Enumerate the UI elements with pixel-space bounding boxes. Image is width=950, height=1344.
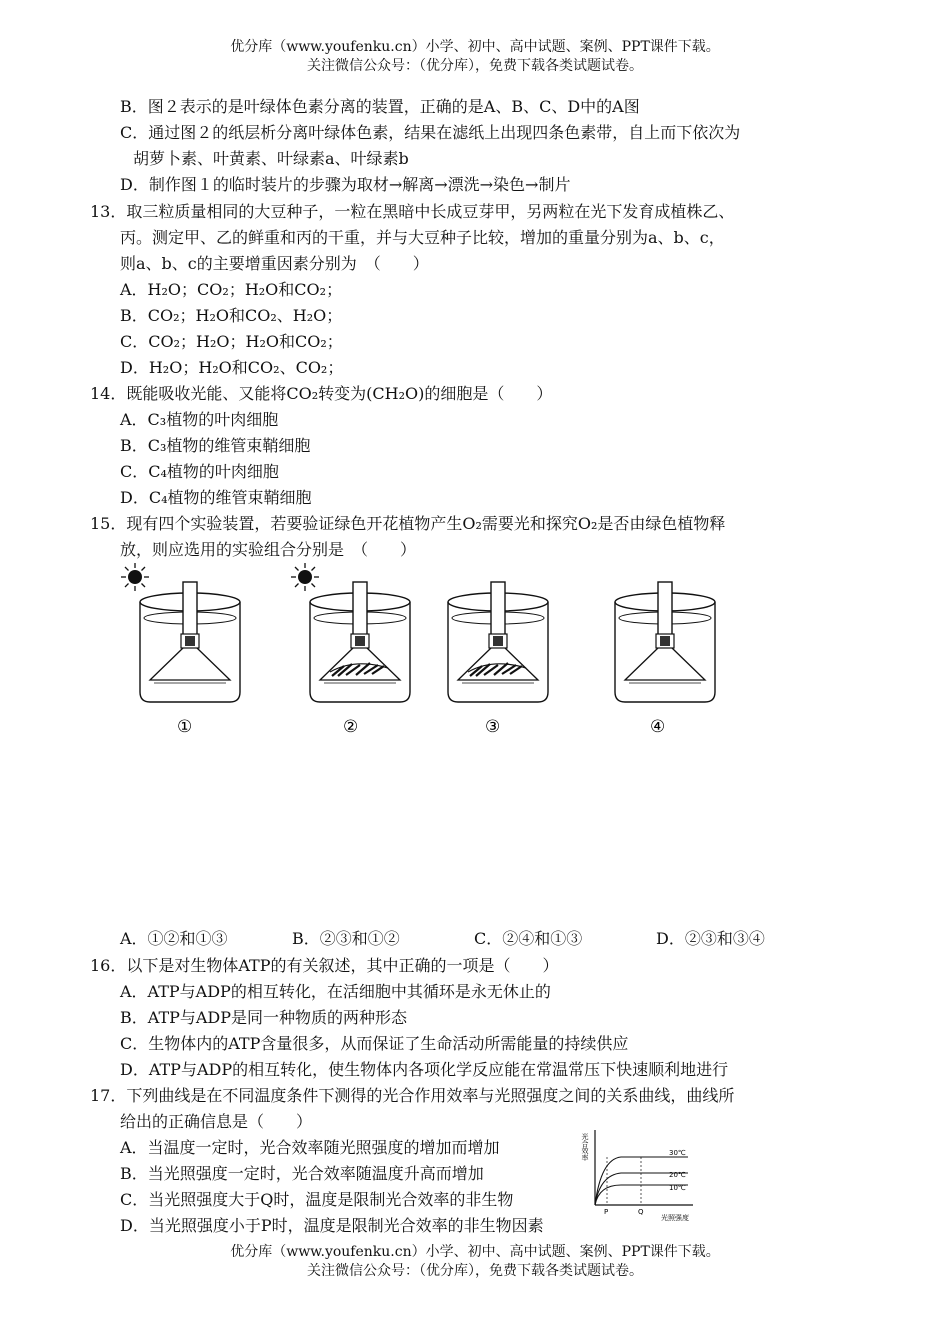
q12-option-c-line2: 胡萝卜素、叶黄素、叶绿素a、叶绿素b (133, 149, 409, 168)
q13-stem-line3: 则a、b、c的主要增重因素分别为 （ ） (120, 254, 429, 273)
apparatus-label-3: ③ (485, 717, 501, 737)
q13-stem-line2: 丙。测定甲、乙的鲜重和丙的干重，并与大豆种子比较，增加的重量分别为a、b、c， (120, 228, 725, 247)
apparatus-1 (140, 582, 240, 702)
footer-line-2: 关注微信公众号：（优分库），免费下载各类试题试卷。 (307, 1263, 643, 1279)
q14-option-c: C．C₄植物的叶肉细胞 (120, 462, 279, 481)
q17-stem-line2: 给出的正确信息是（ ） (120, 1112, 313, 1131)
label-10c: 10℃ (669, 1184, 686, 1192)
q16-option-a: A．ATP与ADP的相互转化，在活细胞中其循环是永无休止的 (120, 982, 551, 1001)
sun-icon (291, 563, 319, 591)
header-line-1: 优分库（www.youfenku.cn）小学、初中、高中试题、案例、PPT课件下载。 (230, 39, 720, 55)
q15-option-a: A．①②和①③ (120, 929, 228, 948)
label-q: Q (638, 1208, 644, 1216)
q17-option-b: B．当光照强度一定时，光合效率随温度升高而增加 (120, 1164, 484, 1183)
q14-stem: 14．既能吸收光能、又能将CO₂转变为(CH₂O)的细胞是（ ） (90, 384, 553, 403)
q17-stem-line1: 17．下列曲线是在不同温度条件下测得的光合作用效率与光照强度之间的关系曲线，曲线所 (90, 1086, 735, 1105)
q16-option-b: B．ATP与ADP是同一种物质的两种形态 (120, 1008, 408, 1027)
label-p: P (604, 1208, 609, 1216)
q17-option-d: D．当光照强度小于P时，温度是限制光合效率的非生物因素 (120, 1216, 544, 1235)
light-efficiency-graph (583, 1125, 698, 1225)
q14-option-d: D．C₄植物的维管束鞘细胞 (120, 488, 312, 507)
q13-stem-line1: 13．取三粒质量相同的大豆种子，一粒在黑暗中长成豆芽甲，另两粒在光下发育成植株乙、 (90, 202, 735, 221)
apparatus-label-4: ④ (650, 717, 666, 737)
apparatus-label-1: ① (177, 717, 193, 737)
q13-option-b: B．CO₂；H₂O和CO₂、H₂O； (120, 306, 343, 325)
q15-stem-line1: 15．现有四个实验装置，若要验证绿色开花植物产生O₂需要光和探究O₂是否由绿色植物释 (90, 514, 726, 533)
q14-option-b: B．C₃植物的维管束鞘细胞 (120, 436, 311, 455)
plant-icon (468, 663, 526, 676)
q13-option-c: C．CO₂；H₂O；H₂O和CO₂； (120, 332, 343, 351)
q16-option-d: D．ATP与ADP的相互转化，使生物体内各项化学反应能在常温常压下快速顺利地进行 (120, 1060, 729, 1079)
apparatus-4 (615, 582, 715, 702)
curve-30c (595, 1157, 688, 1205)
apparatus-label-2: ② (343, 717, 359, 737)
q12-option-c-line1: C．通过图２的纸层析分离叶绿体色素，结果在滤纸上出现四条色素带，自上而下依次为 (120, 123, 741, 142)
q15-option-c: C．②④和①③ (474, 929, 583, 948)
q16-stem: 16．以下是对生物体ATP的有关叙述，其中正确的一项是（ ） (90, 956, 559, 975)
q13-option-d: D．H₂O；H₂O和CO₂、CO₂； (120, 358, 344, 377)
q17-option-a: A．当温度一定时，光合效率随光照强度的增加而增加 (120, 1138, 500, 1157)
q13-option-a: A．H₂O；CO₂；H₂O和CO₂； (120, 280, 343, 299)
q12-option-b: B．图２表示的是叶绿体色素分离的装置，正确的是A、B、C、D中的A图 (120, 97, 640, 116)
footer-line-1: 优分库（www.youfenku.cn）小学、初中、高中试题、案例、PPT课件下载。 (230, 1244, 720, 1260)
q17-option-c: C．当光照强度大于Q时，温度是限制光合效率的非生物 (120, 1190, 514, 1209)
q16-option-c: C．生物体内的ATP含量很多，从而保证了生命活动所需能量的持续供应 (120, 1034, 629, 1053)
graph-xlabel: 光照强度 (661, 1214, 689, 1222)
label-20c: 20℃ (669, 1171, 686, 1179)
plant-icon (330, 663, 388, 676)
apparatus-3 (448, 582, 548, 702)
label-30c: 30℃ (669, 1149, 686, 1157)
apparatus-2 (310, 582, 410, 702)
graph-ylabel: 光合效率 (581, 1133, 589, 1161)
q12-option-d: D．制作图１的临时装片的步骤为取材→解离→漂洗→染色→制片 (120, 175, 571, 194)
sun-icon (121, 563, 149, 591)
q15-option-b: B．②③和①② (292, 929, 400, 948)
q15-stem-line2: 放，则应选用的实验组合分别是 （ ） (120, 540, 417, 559)
q14-option-a: A．C₃植物的叶肉细胞 (120, 410, 279, 429)
q15-option-d: D．②③和③④ (656, 929, 765, 948)
header-line-2: 关注微信公众号：（优分库），免费下载各类试题试卷。 (307, 58, 643, 74)
experiment-apparatus-figure (110, 562, 730, 742)
